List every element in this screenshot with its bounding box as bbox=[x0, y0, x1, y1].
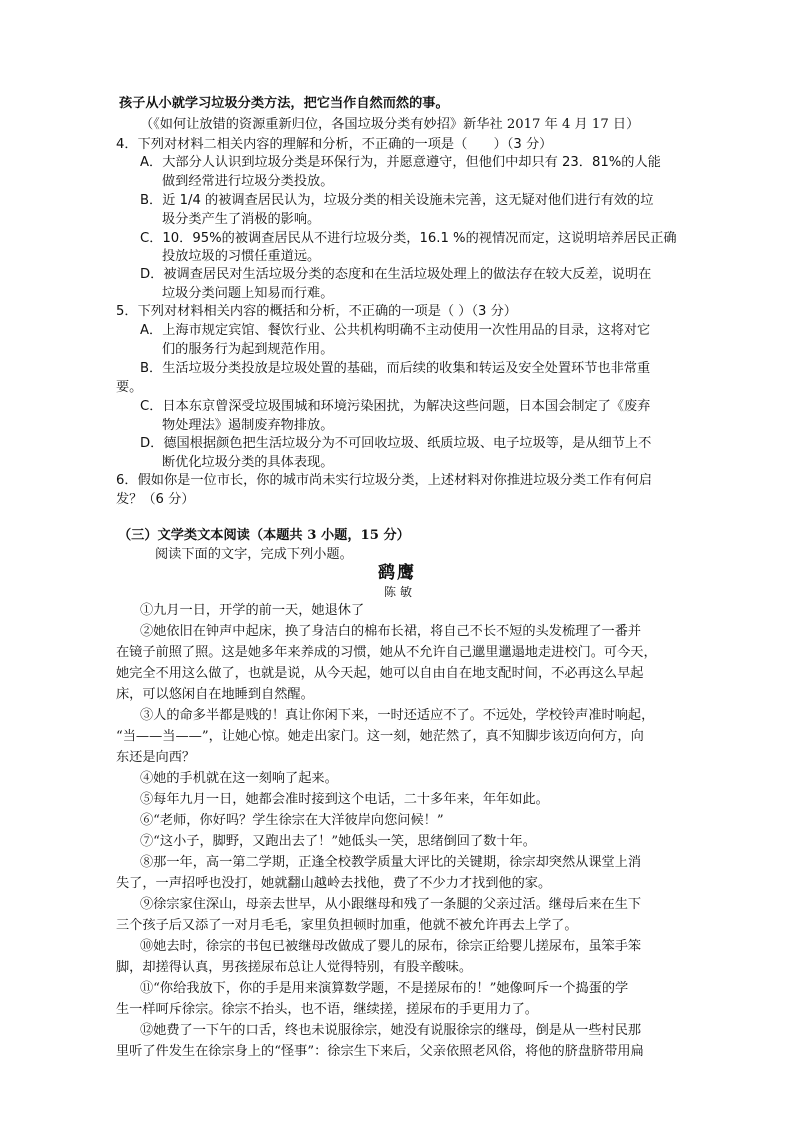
paragraph-line: 床，可以悠闲自在地睡到自然醒。 bbox=[116, 687, 314, 702]
paragraph-line: ⑪“你给我放下，你的手是用来演算数学题，不是搓尿布的！”她像呵斥一个捣蛋的学 bbox=[140, 981, 629, 996]
question-5: 5．下列对材料相关内容的概括和分析，不正确的一项是（ ）（3 分） bbox=[116, 304, 517, 319]
option-5c-cont: 物处理法》遏制废弃物排放。 bbox=[162, 418, 334, 433]
story-title: 鹞鹰 bbox=[378, 563, 416, 583]
paragraph-line: ④她的手机就在这一刻响了起来。 bbox=[140, 771, 338, 786]
paragraph-line: ⑫她费了一下午的口舌，终也未说服徐宗，她没有说服徐宗的继母，倒是从一些村民那 bbox=[140, 1023, 642, 1038]
text-line: 孩子从小就学习垃圾分类方法，把它当作自然而然的事。 bbox=[119, 96, 449, 111]
paragraph-line: “当——当——”，让她心惊。她走出家门。这一刻，她茫然了，真不知脚步该迈向何方，向 bbox=[116, 729, 644, 744]
option-4d-cont: 垃圾分类问题上知易而行难。 bbox=[162, 286, 334, 301]
paragraph-line: ⑦“这小子，脚野，又跑出去了！”她低头一笑，思绪倒回了数十年。 bbox=[140, 834, 536, 849]
paragraph-line: ②她依旧在钟声中起床，换了身洁白的棉布长裙，将自己不长不短的头发梳理了一番并 bbox=[140, 624, 642, 639]
paragraph-line: 在镜子前照了照。这是她多年来养成的习惯，她从不允许自己邋里邋遢地走进校门。可今天， bbox=[116, 645, 657, 660]
option-5c: C．日本东京曾深受垃圾围城和环境污染困扰，为解决这些问题，日本国会制定了《废弃 bbox=[140, 399, 651, 414]
option-4a-cont: 做到经常进行垃圾分类投放。 bbox=[162, 174, 334, 189]
section-heading: （三）文学类文本阅读（本题共 3 小题，15 分） bbox=[118, 528, 410, 543]
option-4b-cont: 圾分类产生了消极的影响。 bbox=[162, 212, 321, 227]
option-5a-cont: 们的服务行为起到规范作用。 bbox=[162, 342, 334, 357]
option-5d-cont: 断优化垃圾分类的具体表现。 bbox=[162, 455, 334, 470]
question-6: 6．假如你是一位市长，你的城市尚未实行垃圾分类，上述材料对你推进垃圾分类工作有何启 bbox=[116, 473, 652, 488]
paragraph-line: ⑥“老师，你好吗？学生徐宗在大洋彼岸向您问候！” bbox=[140, 813, 444, 828]
option-4c: C．10．95%的被调查居民从不进行垃圾分类，16.1 %的视情况而定，这说明培养居民正确 bbox=[140, 231, 677, 246]
paragraph-line: 里听了件发生在徐宗身上的“怪事”：徐宗生下来后，父亲依照老风俗，将他的脐盘脐带用扁 bbox=[116, 1044, 644, 1059]
option-5b: B．生活垃圾分类投放是垃圾处置的基础，而后续的收集和转运及安全处置环节也非常重 bbox=[140, 361, 651, 376]
paragraph-line: ⑩她去时，徐宗的书包已被继母改做成了婴儿的尿布，徐宗正给婴儿搓尿布，虽笨手笨 bbox=[140, 939, 642, 954]
question-4: 4．下列对材料二相关内容的理解和分析，不正确的一项是（ ）（3 分） bbox=[116, 137, 553, 152]
option-4a: A．大部分人认识到垃圾分类是环保行为，并愿意遵守，但他们中却只有 23．81%的人能 bbox=[140, 155, 661, 170]
paragraph-line: 失了，一声招呼也没打，她就翻山越岭去找他，费了不少力才找到他的家。 bbox=[116, 876, 552, 891]
option-4c-cont: 投放垃圾的习惯任重道远。 bbox=[162, 249, 321, 264]
reading-instruction: 阅读下面的文字，完成下列小题。 bbox=[155, 547, 353, 562]
option-4d: D．被调查居民对生活垃圾分类的态度和在生活垃圾处理上的做法存在较大反差，说明在 bbox=[140, 267, 652, 282]
paragraph-line: 她完全不用这么做了，也就是说，从今天起，她可以自由自在地支配时间，不必再这么早起 bbox=[116, 666, 644, 681]
paragraph-line: 脚，却搓得认真，男孩搓尿布总让人觉得特别，有股辛酸味。 bbox=[116, 960, 473, 975]
option-5a: A．上海市规定宾馆、餐饮行业、公共机构明确不主动使用一次性用品的目录，这将对它 bbox=[140, 323, 651, 338]
option-5b-cont: 要。 bbox=[116, 380, 143, 395]
paragraph-line: 生一样呵斥徐宗。徐宗不抬头，也不语，继续搓，搓尿布的手更用力了。 bbox=[116, 1002, 538, 1017]
paragraph-line: ③人的命多半都是贱的！真让你闲下来，一时还适应不了。不远处，学校铃声准时响起， bbox=[140, 708, 655, 723]
option-5d: D．德国根据颜色把生活垃圾分为不可回收垃圾、纸质垃圾、电子垃圾等，是从细节上不 bbox=[140, 436, 652, 451]
paragraph-line: ⑤每年九月一日，她都会准时接到这个电话，二十多年来，年年如此。 bbox=[140, 792, 549, 807]
paragraph-line: ①九月一日，开学的前一天，她退休了 bbox=[140, 603, 365, 618]
paragraph-line: ⑧那一年，高一第二学期，正逢全校教学质量大评比的关键期，徐宗却突然从课堂上消 bbox=[140, 855, 642, 870]
question-6-cont: 发？（6 分） bbox=[116, 492, 195, 507]
paragraph-line: 东还是向西？ bbox=[116, 750, 196, 765]
source-citation: （《如何让放错的资源重新归位，各国垃圾分类有妙招》新华社 2017 年 4 月 17 日） bbox=[140, 117, 640, 132]
paragraph-line: ⑨徐宗家住深山，母亲去世早，从小跟继母和残了一条腿的父亲过活。继母后来在生下 bbox=[140, 897, 642, 912]
option-4b: B．近 1/4 的被调查居民认为，垃圾分类的相关设施未完善，这无疑对他们进行有效的垃 bbox=[140, 193, 654, 208]
paragraph-line: 三个孩子后又添了一对月毛毛，家里负担顿时加重，他就不被允许再去上学了。 bbox=[116, 918, 578, 933]
story-author: 陈敏 bbox=[384, 585, 417, 599]
